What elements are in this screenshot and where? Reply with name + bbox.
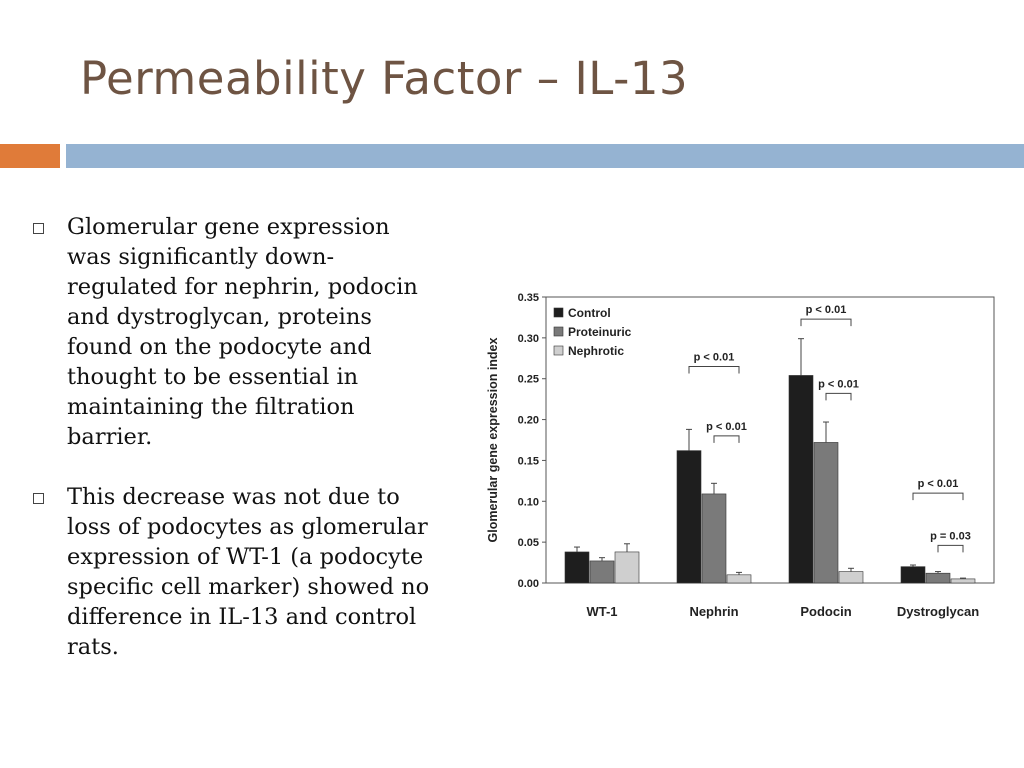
significance-label: p = 0.03 (930, 530, 971, 543)
bullet-item (30, 482, 440, 662)
y-axis-label: Glomerular gene expression index (486, 337, 500, 543)
y-tick-label: 0.05 (517, 537, 539, 550)
bar-chart (480, 276, 1000, 626)
x-tick-label: Podocin (800, 604, 852, 619)
significance-label: p < 0.01 (693, 351, 735, 364)
slide-title: Permeability Factor – IL-13 (80, 52, 689, 105)
significance-label: p < 0.01 (818, 378, 859, 391)
plot-frame (546, 297, 994, 583)
bar-proteinuric (590, 561, 614, 583)
legend-swatch (554, 327, 563, 336)
legend-label: Nephrotic (568, 344, 625, 358)
x-tick-label: Dystroglycan (896, 604, 980, 619)
accent-bar-blue (66, 144, 1024, 168)
significance-bracket (801, 319, 851, 326)
bar-nephrotic (727, 575, 751, 583)
x-tick-label: WT-1 (586, 604, 618, 619)
legend-swatch (554, 308, 563, 317)
bullet-list (30, 212, 440, 692)
bar-control (901, 567, 925, 583)
legend-label: Control (568, 306, 611, 320)
y-tick-label: 0.25 (517, 373, 539, 386)
significance-bracket (714, 436, 739, 443)
y-tick-label: 0.10 (517, 496, 539, 509)
significance-bracket (938, 545, 963, 552)
significance-label: p < 0.01 (917, 478, 959, 491)
y-tick-label: 0.00 (517, 578, 539, 590)
accent-bar-orange (0, 144, 60, 168)
bullet-text: This decrease was not due to loss of podocytes as glomerular expression of WT-1 (a podocyte specific cell marker) showed no difference in IL-13 and control rats. (67, 484, 430, 660)
bar-control (677, 451, 701, 583)
significance-bracket (913, 493, 963, 500)
y-tick-label: 0.30 (517, 332, 539, 345)
legend-label: Proteinuric (568, 325, 632, 339)
square-bullet-icon (33, 223, 44, 234)
significance-label: p < 0.01 (706, 420, 747, 433)
legend-swatch (554, 346, 563, 355)
y-tick-label: 0.20 (517, 414, 539, 427)
bar-control (789, 375, 813, 583)
square-bullet-icon (33, 493, 44, 504)
bar-proteinuric (702, 494, 726, 583)
significance-bracket (826, 393, 851, 400)
bullet-text: Glomerular gene expression was significantly down-regulated for nephrin, podocin and dystroglycan, proteins found on the podocyte and thought to be essential in maintaining the filtration barrier. (67, 214, 418, 450)
bar-nephrotic (615, 552, 639, 583)
bullet-item (30, 212, 440, 452)
significance-label: p < 0.01 (805, 304, 847, 317)
x-tick-label: Nephrin (689, 604, 739, 619)
significance-bracket (689, 366, 739, 373)
bar-nephrotic (839, 572, 863, 583)
bar-proteinuric (926, 573, 950, 583)
bar-nephrotic (951, 579, 975, 583)
bar-control (565, 552, 589, 583)
y-tick-label: 0.35 (517, 292, 539, 304)
bar-proteinuric (814, 442, 838, 583)
y-tick-label: 0.15 (517, 455, 539, 468)
